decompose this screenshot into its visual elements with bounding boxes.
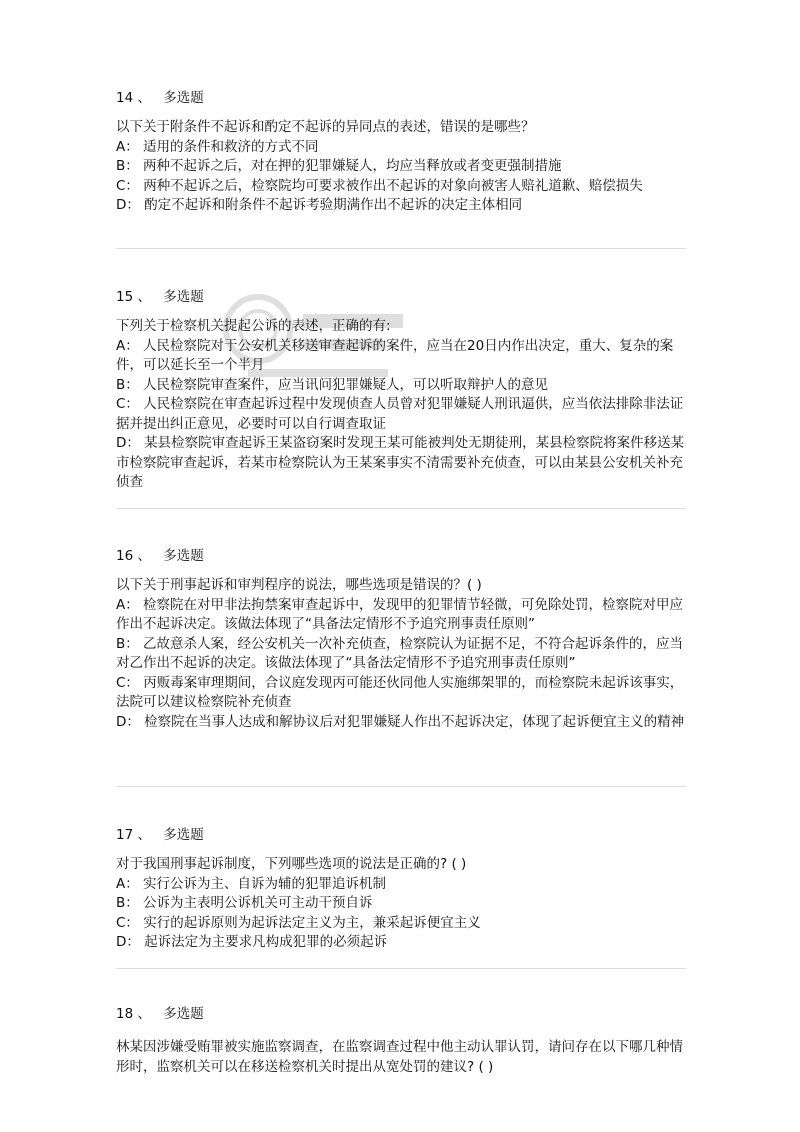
option-c: C： 人民检察院在审查起诉过程中发现侦查人员曾对犯罪嫌疑人刑讯逼供，应当依法排除非法证据并提出纠正意见，必要时可以自行调查取证	[116, 396, 684, 432]
option-c: C： 实行的起诉原则为起诉法定主义为主，兼采起诉便宜主义	[116, 914, 481, 931]
option-b: B： 公诉为主表明公诉机关可主动干预自诉	[116, 895, 373, 911]
option-d: D： 酌定不起诉和附条件不起诉考验期满作出不起诉的决定主体相同	[116, 197, 523, 213]
option-b: B： 乙故意杀人案，经公安机关一次补充侦查，检察院认为证据不足，不符合起诉条件的，应当对乙作出不起诉的决定。该做法体现了“具备法定情形不予追究刑事责任原则”	[116, 635, 684, 671]
question-number: 17	[116, 827, 134, 843]
question-divider	[116, 786, 686, 787]
question-stem: 下列关于检察机关提起公诉的表述，正确的有:	[116, 318, 391, 334]
question-type: 多选题	[163, 90, 204, 106]
question-type: 多选题	[163, 1006, 204, 1022]
question-type: 多选题	[163, 289, 204, 305]
question-separator: 、	[137, 90, 151, 106]
option-d: D： 起诉法定为主要求凡构成犯罪的必须起诉	[116, 934, 388, 950]
option-b: B： 两种不起诉之后，对在押的犯罪嫌疑人，均应当释放或者变更强制措施	[116, 158, 562, 174]
question-stem: 对于我国刑事起诉制度，下列哪些选项的说法是正确的? ( )	[116, 856, 467, 872]
question-number: 16	[116, 548, 134, 564]
option-a: A： 实行公诉为主、自诉为辅的犯罪追诉机制	[116, 875, 387, 892]
option-a: A： 人民检察院对于公安机关移送审查起诉的案件，应当在20日内作出决定，重大、复杂的案件，可以延长至一个半月	[116, 337, 674, 373]
question-type: 多选题	[163, 548, 204, 564]
question-stem: 以下关于附条件不起诉和酌定不起诉的异同点的表述，错误的是哪些？	[116, 119, 535, 135]
question-number: 15	[116, 289, 134, 305]
question-stem: 以下关于刑事起诉和审判程序的说法，哪些选项是错误的？( )	[116, 577, 482, 593]
question-17	[116, 825, 686, 953]
option-b: B： 人民检察院审查案件，应当讯问犯罪嫌疑人，可以听取辩护人的意见	[116, 376, 549, 393]
option-a: A： 检察院在对甲非法拘禁案审查起诉中，发现甲的犯罪情节轻微，可免除处罚，检察院对甲应作出不起诉决定。该做法体现了“具备法定情形不予追究刑事责任原则”	[116, 596, 684, 632]
question-type: 多选题	[163, 827, 204, 843]
option-d: D： 某县检察院审查起诉王某盗窃案时发现王某可能被判处无期徒刑，某县检察院将案件移送某市检察院审查起诉，若某市检察院认为王某案事实不清需要补充侦查，可以由某县公安机关补充侦查	[116, 435, 685, 490]
question-stem: 林某因涉嫌受贿罪被实施监察调查，在监察调查过程中他主动认罪认罚，请问存在以下哪几种情形时，监察机关可以在移送检察机关时提出从宽处罚的建议? ( )	[116, 1039, 683, 1075]
question-header	[116, 825, 686, 845]
question-separator: 、	[137, 1006, 151, 1022]
question-header	[116, 287, 686, 307]
question-divider	[116, 968, 686, 969]
question-number: 14	[116, 90, 134, 106]
option-a: A： 适用的条件和救济的方式不同	[116, 138, 319, 155]
question-14	[116, 88, 686, 216]
question-separator: 、	[137, 827, 151, 843]
question-number: 18	[116, 1006, 134, 1022]
question-18	[116, 1004, 686, 1077]
question-15	[116, 287, 686, 493]
option-c: C： 丙贩毒案审理期间，合议庭发现丙可能还伙同他人实施绑架罪的，而检察院未起诉该事实，法院可以建议检察院补充侦查	[116, 674, 684, 710]
question-divider	[116, 508, 686, 509]
question-separator: 、	[137, 289, 151, 305]
question-16	[116, 546, 686, 732]
question-header	[116, 88, 686, 108]
option-c: C： 两种不起诉之后，检察院均可要求被作出不起诉的对象向被害人赔礼道歉、赔偿损失	[116, 177, 643, 194]
question-separator: 、	[137, 548, 151, 564]
question-divider	[116, 248, 686, 249]
question-header	[116, 1004, 686, 1024]
option-d: D： 检察院在当事人达成和解协议后对犯罪嫌疑人作出不起诉决定，体现了起诉便宜主义的精神	[116, 713, 685, 730]
question-header	[116, 546, 686, 566]
